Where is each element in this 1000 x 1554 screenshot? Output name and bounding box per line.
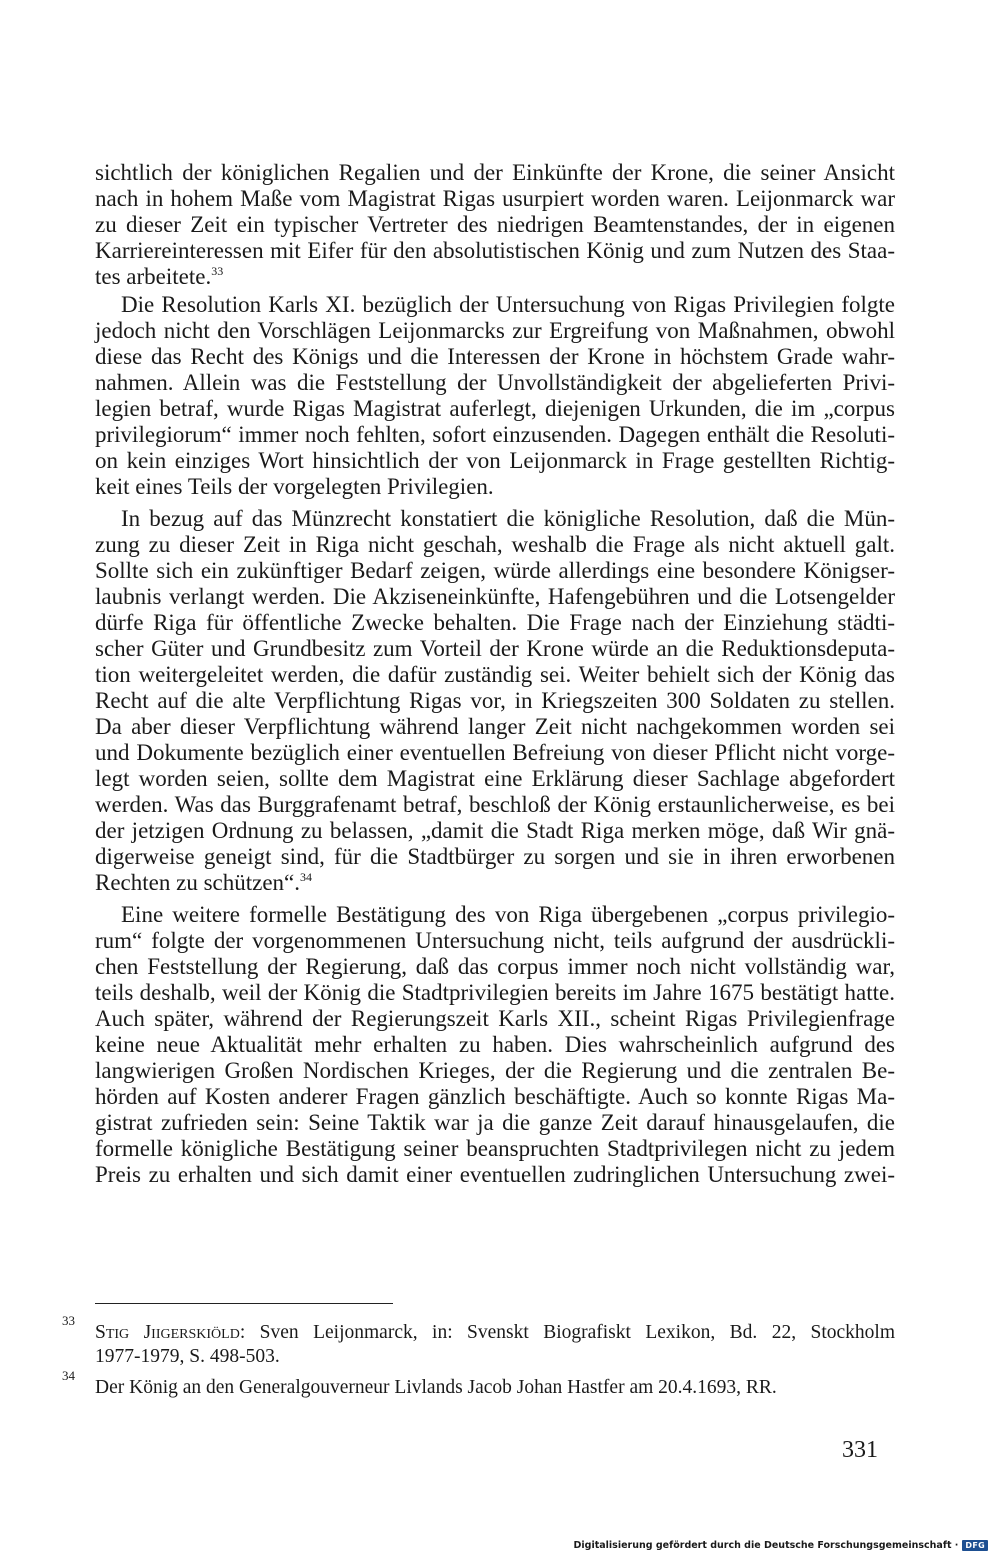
footnote-line: Der König an den Generalgouverneur Livlands Jacob Johan Hastfer am 20.4.1693, RR. xyxy=(95,1377,777,1398)
text-line: Recht auf die alte Verpflichtung Rigas vor, in Kriegszeiten 300 Soldaten zu stellen. xyxy=(95,688,895,713)
text-line: Sollte sich ein zukünftiger Bedarf zeigen, würde allerdings eine besondere Königser- xyxy=(95,558,895,583)
text-line: on kein einziges Wort hinsichtlich der von Leijonmarck in Frage gestellten Richtig- xyxy=(95,448,895,473)
text-line: privilegiorum“ immer noch fehlten, sofort einzusenden. Dagegen enthält die Resoluti- xyxy=(95,422,895,447)
text-line: keine neue Aktualität mehr erhalten zu haben. Dies wahrscheinlich aufgrund des xyxy=(95,1032,895,1057)
text-fragment: Rechten zu schützen“. xyxy=(95,870,300,895)
footnote-divider xyxy=(95,1303,393,1304)
text-line: Eine weitere formelle Bestätigung des von Riga übergebenen „corpus privilegio- xyxy=(121,902,895,927)
text-line: sichtlich der königlichen Regalien und der Einkünfte der Krone, die seiner Ansicht xyxy=(95,160,895,185)
text-line: chen Feststellung der Regierung, daß das corpus immer noch nicht vollständig war, xyxy=(95,954,895,979)
text-line: rum“ folgte der vorgenommenen Untersuchung nicht, teils aufgrund der ausdrückli- xyxy=(95,928,895,953)
text-line: nach in hohem Maße vom Magistrat Rigas usurpiert worden waren. Leijonmarck war xyxy=(95,186,895,211)
text-line: werden. Was das Burggrafenamt betraf, beschloß der König erstaunlicherweise, es bei xyxy=(95,792,895,817)
text-line: teils deshalb, weil der König die Stadtprivilegien bereits im Jahre 1675 bestätigt hatte. xyxy=(95,980,895,1005)
text-line xyxy=(95,870,895,896)
text-line: Preis zu erhalten und sich damit einer eventuellen zudringlichen Untersuchung zwei- xyxy=(95,1162,895,1187)
text-line: dürfe Riga für öffentliche Zwecke behalten. Die Frage nach der Einziehung städti- xyxy=(95,610,895,635)
text-line: scher Güter und Grundbesitz zum Vorteil der Krone würde an die Reduktionsdeputa- xyxy=(95,636,895,661)
page-number: 331 xyxy=(842,1437,878,1463)
text-line: In bezug auf das Münzrecht konstatiert die königliche Resolution, daß die Mün- xyxy=(121,506,895,531)
footnote-number: 34 xyxy=(62,1368,75,1383)
funding-text: Digitalisierung gefördert durch die Deutsche Forschungsgemeinschaft · xyxy=(573,1539,959,1551)
text-line: nahmen. Allein was die Feststellung der Unvollständigkeit der abgelieferten Privi- xyxy=(95,370,895,395)
text-line: formelle königliche Bestätigung seiner beanspruchten Stadtprivilegen nicht zu jedem xyxy=(95,1136,895,1161)
text-line: Die Resolution Karls XI. bezüglich der Untersuchung von Rigas Privilegien folgte xyxy=(121,292,895,317)
text-line: Karriereinteressen mit Eifer für den absolutistischen König und zum Nutzen des Staa- xyxy=(95,238,895,263)
text-line: keit eines Teils der vorgelegten Privilegien. xyxy=(95,474,494,499)
text-line: legien betraf, wurde Rigas Magistrat auferlegt, diejenigen Urkunden, die im „corpus xyxy=(95,396,895,421)
footnote-number: 33 xyxy=(62,1313,75,1328)
text-line: tion weitergeleitet werden, die dafür zuständig sei. Weiter behielt sich der König das xyxy=(95,662,895,687)
text-line: zung zu dieser Zeit in Riga nicht geschah, weshalb die Frage als nicht aktuell galt. xyxy=(95,532,895,557)
text-line: laubnis verlangt werden. Die Akziseneinkünfte, Hafengebühren und die Lotsengelder xyxy=(95,584,895,609)
text-line: legt worden seien, sollte dem Magistrat eine Erklärung dieser Sachlage abgefordert xyxy=(95,766,895,791)
text-line: langwierigen Großen Nordischen Krieges, der die Regierung und die zentralen Be- xyxy=(95,1058,895,1083)
text-line: Da aber dieser Verpflichtung während langer Zeit nicht nachgekommen worden sei xyxy=(95,714,895,739)
footnote-ref-33[interactable]: 33 xyxy=(211,264,224,278)
text-line: zu dieser Zeit ein typischer Vertreter des niedrigen Beamtenstandes, der in eigenen xyxy=(95,212,895,237)
funding-note xyxy=(574,1538,988,1552)
text-fragment: tes arbeitete. xyxy=(95,264,212,289)
footnote-ref-34[interactable]: 34 xyxy=(300,870,312,884)
text-line: der jetzigen Ordnung zu belassen, „damit die Stadt Riga merken möge, daß Wir gnä- xyxy=(95,818,895,843)
text-line: jedoch nicht den Vorschlägen Leijonmarcks zur Ergreifung von Maßnahmen, obwohl xyxy=(95,318,895,343)
text-line: und Dokumente bezüglich einer eventuellen Befreiung von dieser Pflicht nicht vorge- xyxy=(95,740,895,765)
text-line xyxy=(95,264,895,290)
text-line: hörden auf Kosten anderer Fragen gänzlich beschäftigte. Auch so konnte Rigas Ma- xyxy=(95,1084,895,1109)
text-line: Auch später, während der Regierungszeit Karls XII., scheint Rigas Privilegienfrage xyxy=(95,1006,895,1031)
text-line: diese das Recht des Königs und die Interessen der Krone in höchstem Grade wahr- xyxy=(95,344,895,369)
footnote-line: 1977-1979, S. 498-503. xyxy=(95,1346,280,1367)
dfg-logo-icon: DFG xyxy=(962,1540,988,1551)
text-line: gistrat zufrieden sein: Seine Taktik war ja die ganze Zeit darauf hinausgelaufen, die xyxy=(95,1110,895,1135)
footnote-line xyxy=(95,1321,895,1345)
text-line: digerweise geneigt sind, für die Stadtbürger zu sorgen und sie in ihren erworbenen xyxy=(95,844,895,869)
footnote-text: : Sven Leijonmarck, in: Svenskt Biografiskt Lexikon, Bd. 22, Stockholm xyxy=(239,1322,895,1343)
footnote-author: Stig Jiigerskiöld xyxy=(95,1322,240,1343)
